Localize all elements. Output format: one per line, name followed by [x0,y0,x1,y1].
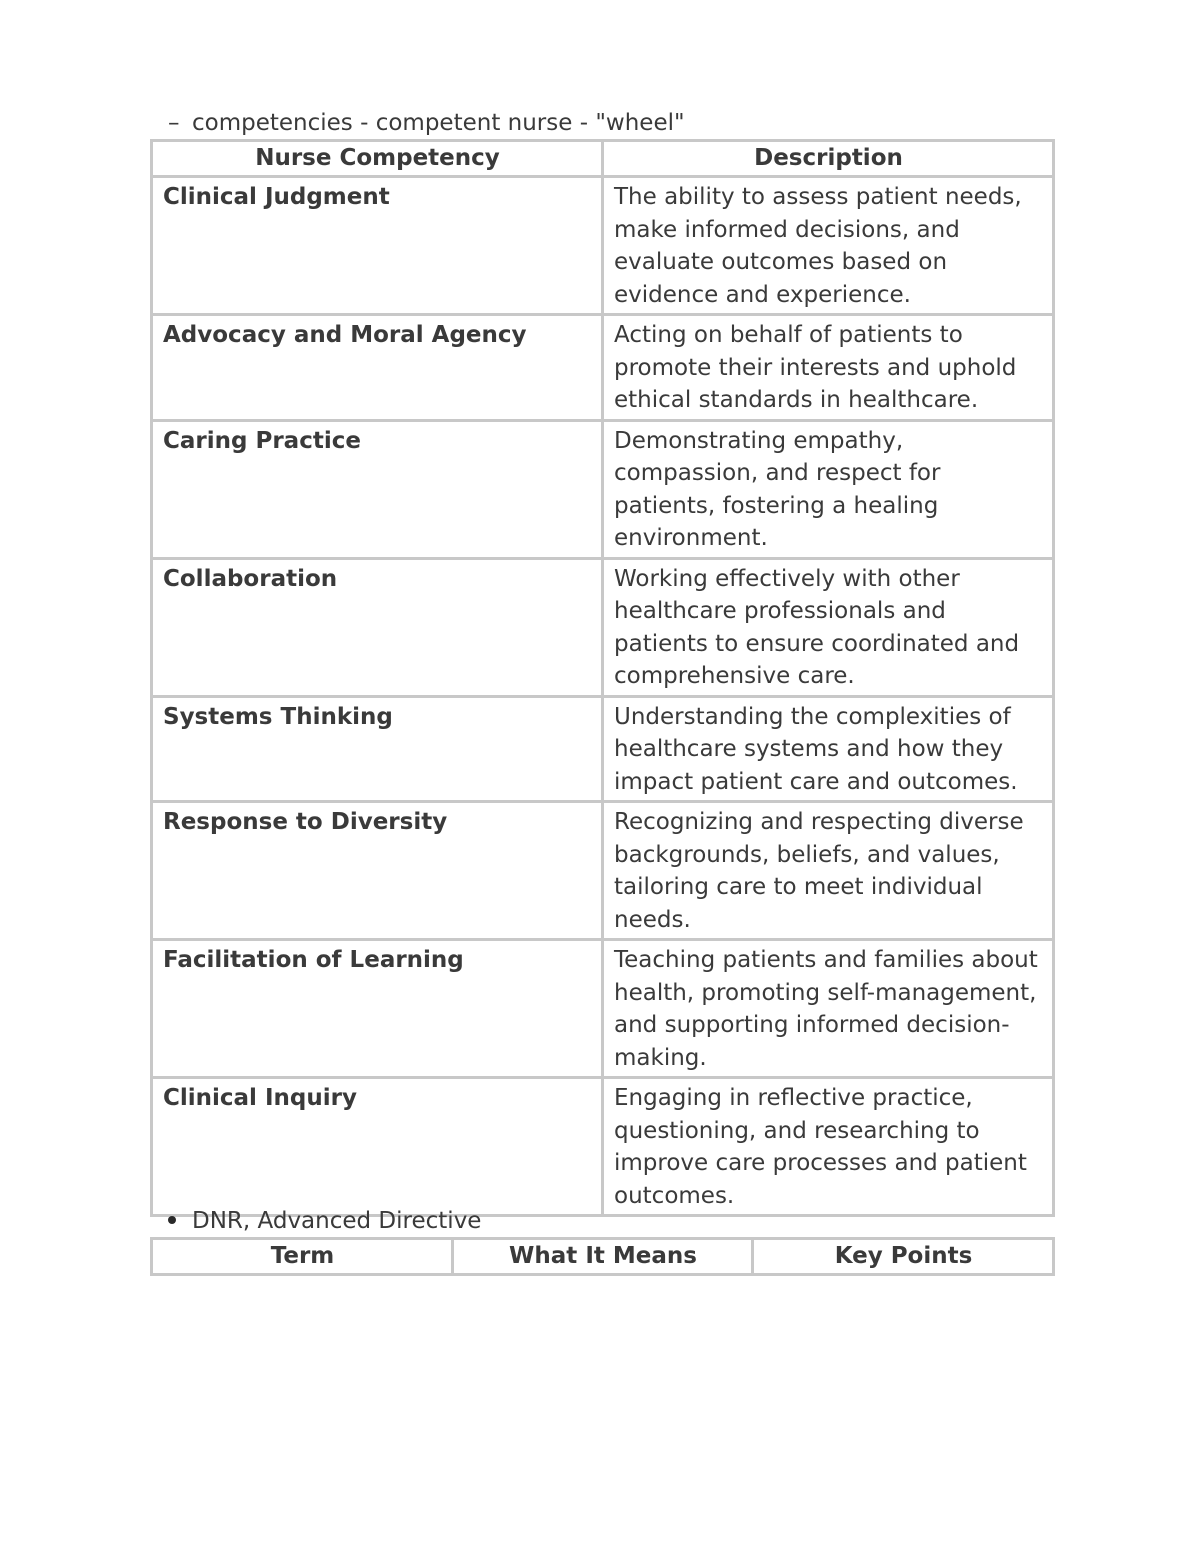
table-row [152,802,1054,940]
competency-description: Demonstrating empathy, compassion, and respect for patients, fostering a healing environment. [603,420,1054,558]
table-row [152,315,1054,421]
competency-name: Response to Diversity [152,802,603,940]
table-header-row [152,1239,1054,1275]
competency-description: Teaching patients and families about health, promoting self-management, and supporting informed decision-making. [603,940,1054,1078]
table-row [152,696,1054,802]
column-header-competency: Nurse Competency [152,141,603,177]
competency-description: Recognizing and respecting diverse backgrounds, beliefs, and values, tailoring care to meet individual needs. [603,802,1054,940]
dnr-table [150,1237,1055,1276]
competency-name: Caring Practice [152,420,603,558]
section-heading [168,108,685,138]
column-header-term: Term [152,1239,453,1275]
competency-name: Facilitation of Learning [152,940,603,1078]
competency-description: Acting on behalf of patients to promote their interests and uphold ethical standards in healthcare. [603,315,1054,421]
table-row [152,940,1054,1078]
competency-name: Clinical Inquiry [152,1078,603,1216]
column-header-key-points: Key Points [753,1239,1054,1275]
competency-table [150,139,1055,1217]
table-row [152,1078,1054,1216]
bullet-item [168,1206,481,1236]
competency-name: Clinical Judgment [152,177,603,315]
bullet-dot-icon [168,1216,176,1224]
table-header-row [152,141,1054,177]
competency-description: The ability to assess patient needs, make informed decisions, and evaluate outcomes based on evidence and experience. [603,177,1054,315]
table-row [152,420,1054,558]
column-header-meaning: What It Means [453,1239,753,1275]
column-header-description: Description [603,141,1054,177]
dash-marker: – [168,110,180,136]
table-row [152,558,1054,696]
competency-description: Understanding the complexities of healthcare systems and how they impact patient care and outcomes. [603,696,1054,802]
competency-name: Systems Thinking [152,696,603,802]
bullet-item-text: DNR, Advanced Directive [192,1208,482,1234]
competency-name: Advocacy and Moral Agency [152,315,603,421]
table-row [152,177,1054,315]
competency-description: Working effectively with other healthcare professionals and patients to ensure coordinated and comprehensive care. [603,558,1054,696]
competency-name: Collaboration [152,558,603,696]
competency-description: Engaging in reflective practice, questioning, and researching to improve care processes and patient outcomes. [603,1078,1054,1216]
section-heading-text: competencies - competent nurse - "wheel" [192,110,685,136]
